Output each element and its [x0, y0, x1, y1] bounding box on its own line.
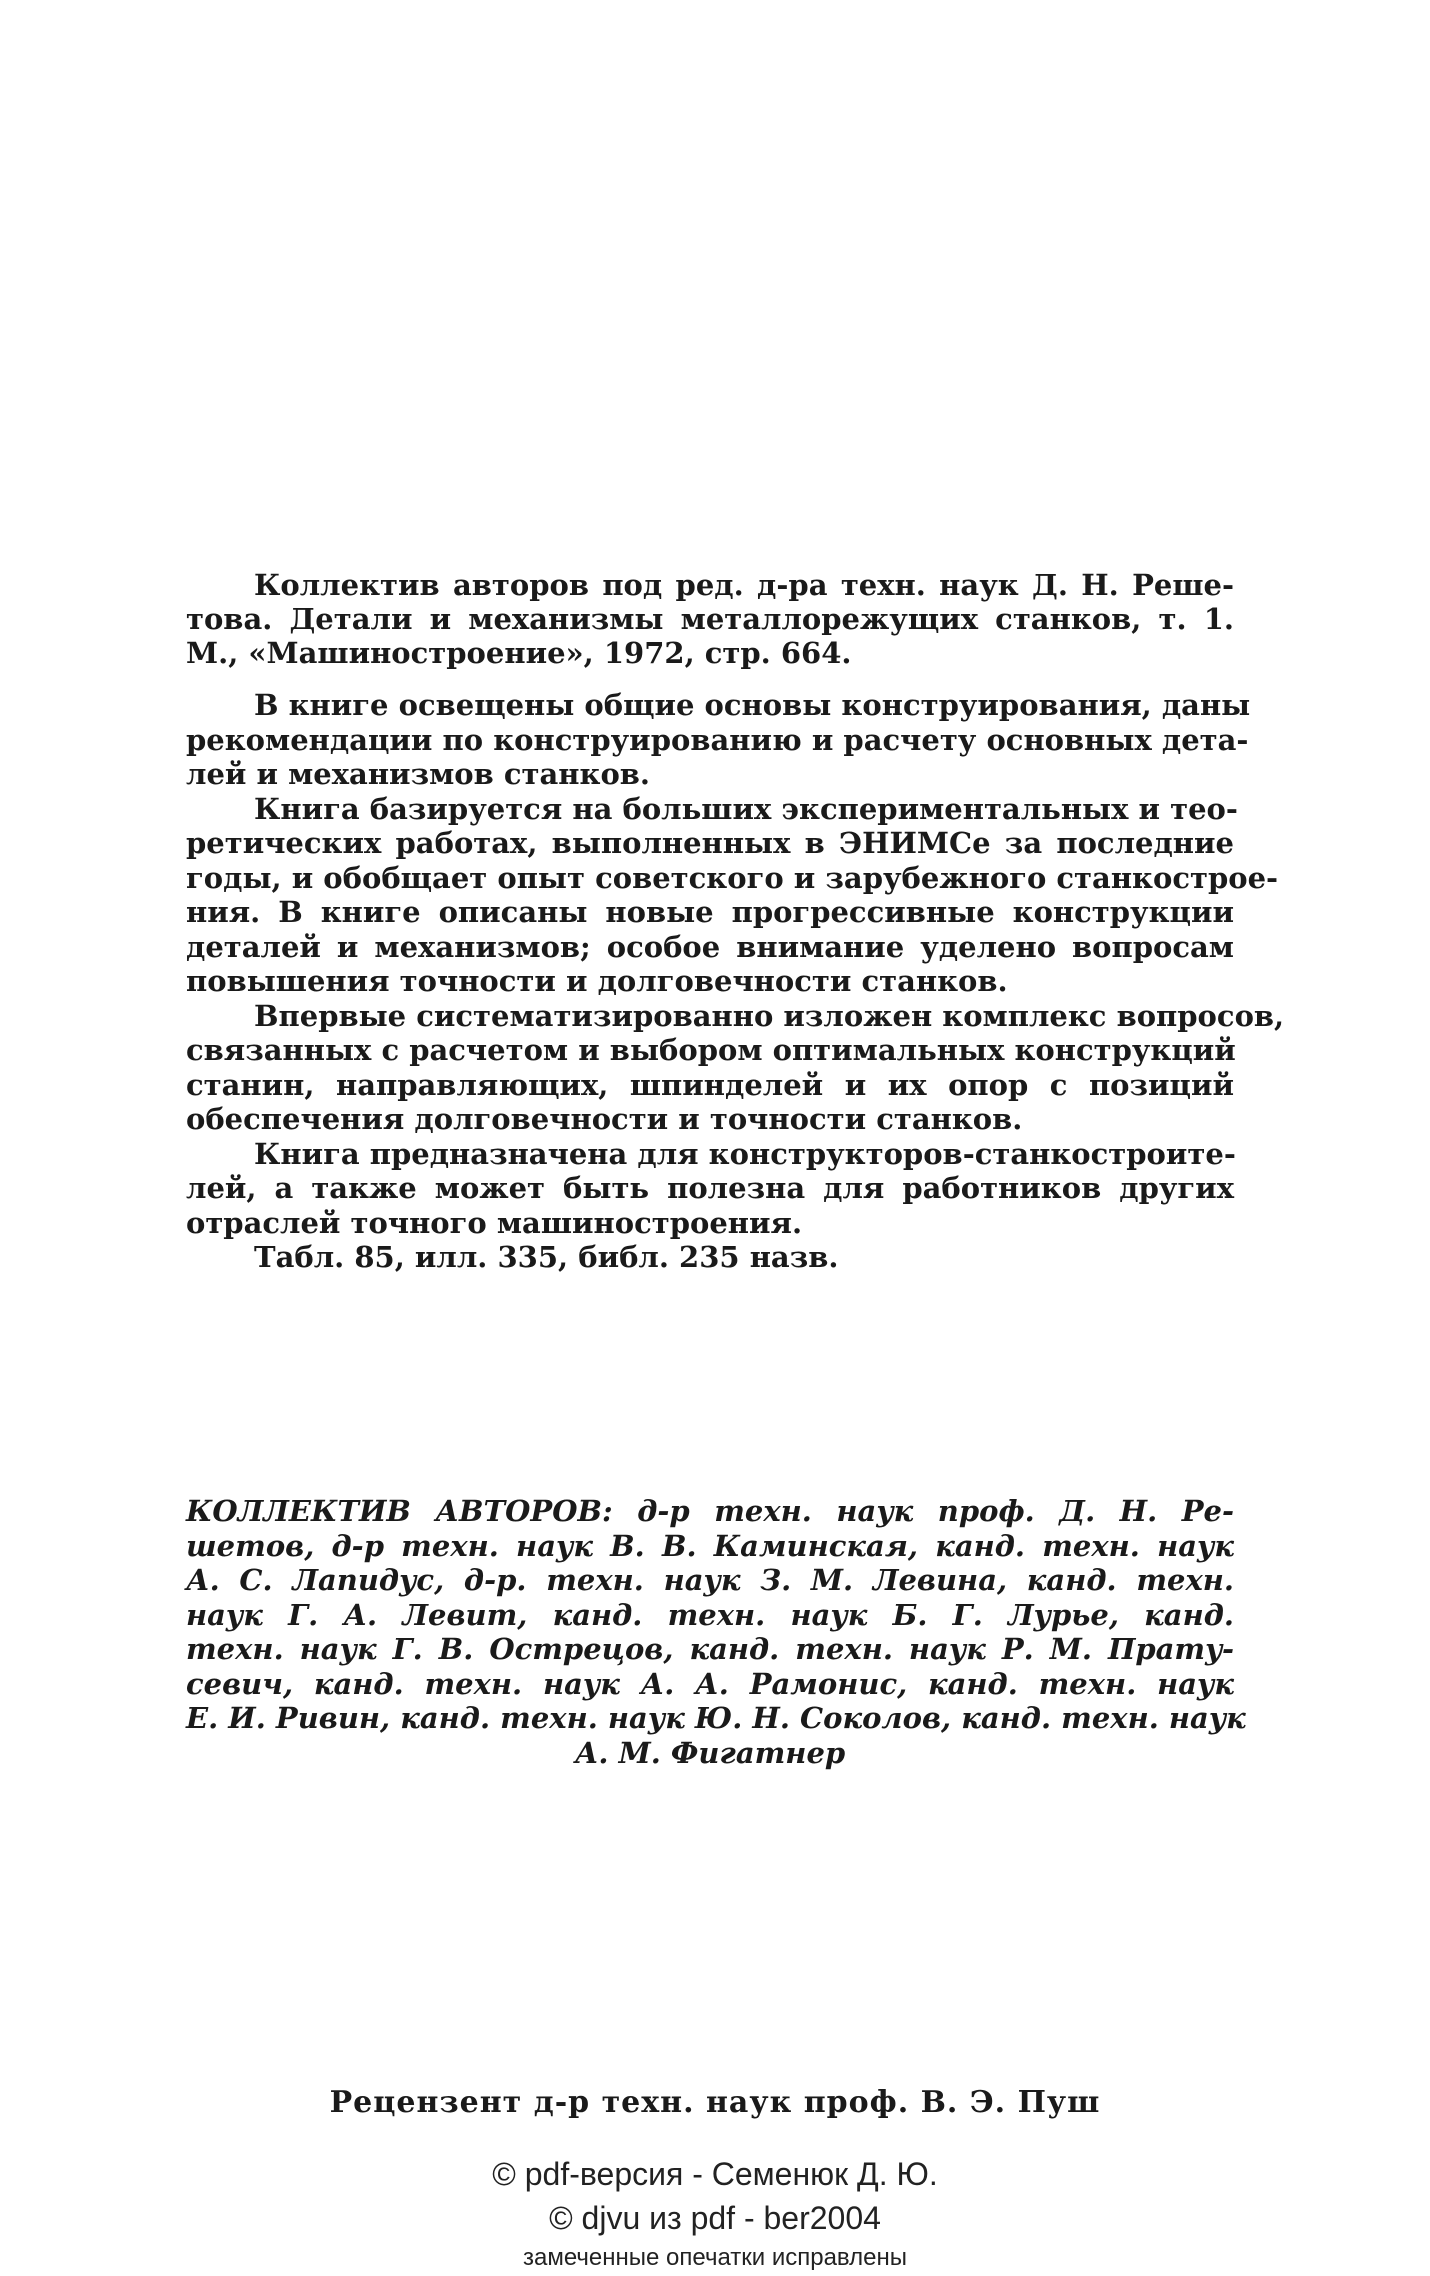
abstract-paragraph [186, 1240, 1234, 1275]
bib-line: Коллектив авторов под ред. д-ра техн. наук Д. Н. Реше- [254, 568, 1234, 602]
bibliographic-reference [186, 568, 1234, 670]
abstract-line: обеспечения долговечности и точности станков. [186, 1102, 1023, 1136]
abstract-line: Книга базируется на больших экспериментальных и тео- [254, 791, 1238, 826]
bib-line: М., «Машиностроение», 1972, стр. 664. [186, 636, 852, 670]
authors-collective [186, 1494, 1246, 1770]
abstract-line: связанных с расчетом и выбором оптимальных конструкций [186, 1033, 1236, 1067]
abstract-line: отраслей точного машиностроения. [186, 1205, 803, 1240]
authors-line: наук Г. А. Левит, канд. техн. наук Б. Г. Лурье, канд. [186, 1597, 1234, 1632]
abstract-line: Книга предназначена для конструкторов-станкостроите- [254, 1136, 1236, 1171]
abstract-paragraph [186, 1137, 1234, 1241]
credit-pdf-version: © pdf-версия - Семенюк Д. Ю. [492, 2156, 938, 2192]
authors-line: Е. И. Ривин, канд. техн. наук Ю. Н. Соколов, канд. техн. наук [186, 1701, 1246, 1735]
abstract-line: Впервые систематизированно изложен комплекс вопросов, [254, 998, 1285, 1033]
authors-line: А. С. Лапидус, д-р. техн. наук З. М. Левина, канд. техн. [186, 1563, 1234, 1597]
abstract-line: годы, и обобщает опыт советского и зарубежного станкострое- [186, 860, 1279, 895]
credit-djvu: © djvu из pdf - ber2004 [549, 2200, 881, 2236]
abstract-paragraph [186, 791, 1279, 999]
abstract-line: деталей и механизмов; особое внимание уделено вопросам [186, 929, 1234, 964]
credit-errata-note: замеченные опечатки исправлены [523, 2244, 907, 2271]
authors-line: А. М. Фигатнер [574, 1735, 846, 1770]
abstract-line: станин, направляющих, шпинделей и их опор с позиций [186, 1067, 1234, 1102]
authors-line: шетов, д-р техн. наук В. В. Каминская, канд. техн. наук [186, 1528, 1234, 1563]
abstract-line: ретических работах, выполненных в ЭНИМСе за последние [186, 826, 1234, 860]
abstract-paragraph [186, 998, 1285, 1137]
authors-line: техн. наук Г. В. Острецов, канд. техн. наук Р. М. Пратy- [186, 1632, 1234, 1666]
authors-line: КОЛЛЕКТИВ АВТОРОВ: д-р техн. наук проф. Д. Н. Ре- [186, 1494, 1234, 1528]
abstract [186, 688, 1285, 1275]
authors-line: севич, канд. техн. наук А. А. Рамонис, канд. техн. наук [186, 1666, 1234, 1701]
reviewer-line: Рецензент д-р техн. наук проф. В. Э. Пуш [329, 2085, 1101, 2120]
abstract-paragraph [186, 688, 1251, 792]
bib-line: това. Детали и механизмы металлорежущих станков, т. 1. [186, 602, 1234, 636]
abstract-line: В книге освещены общие основы конструирования, даны [254, 688, 1251, 722]
abstract-line: повышения точности и долговечности станков. [186, 964, 1008, 998]
pdf-credits [0, 2152, 1430, 2276]
abstract-line: лей, а также может быть полезна для работников других [186, 1171, 1234, 1205]
abstract-line: лей и механизмов станков. [186, 757, 651, 791]
abstract-line: Табл. 85, илл. 335, библ. 235 назв. [254, 1240, 839, 1274]
abstract-line: рекомендации по конструированию и расчету основных дета- [186, 722, 1249, 757]
abstract-line: ния. В книге описаны новые прогрессивные конструкции [186, 895, 1234, 929]
